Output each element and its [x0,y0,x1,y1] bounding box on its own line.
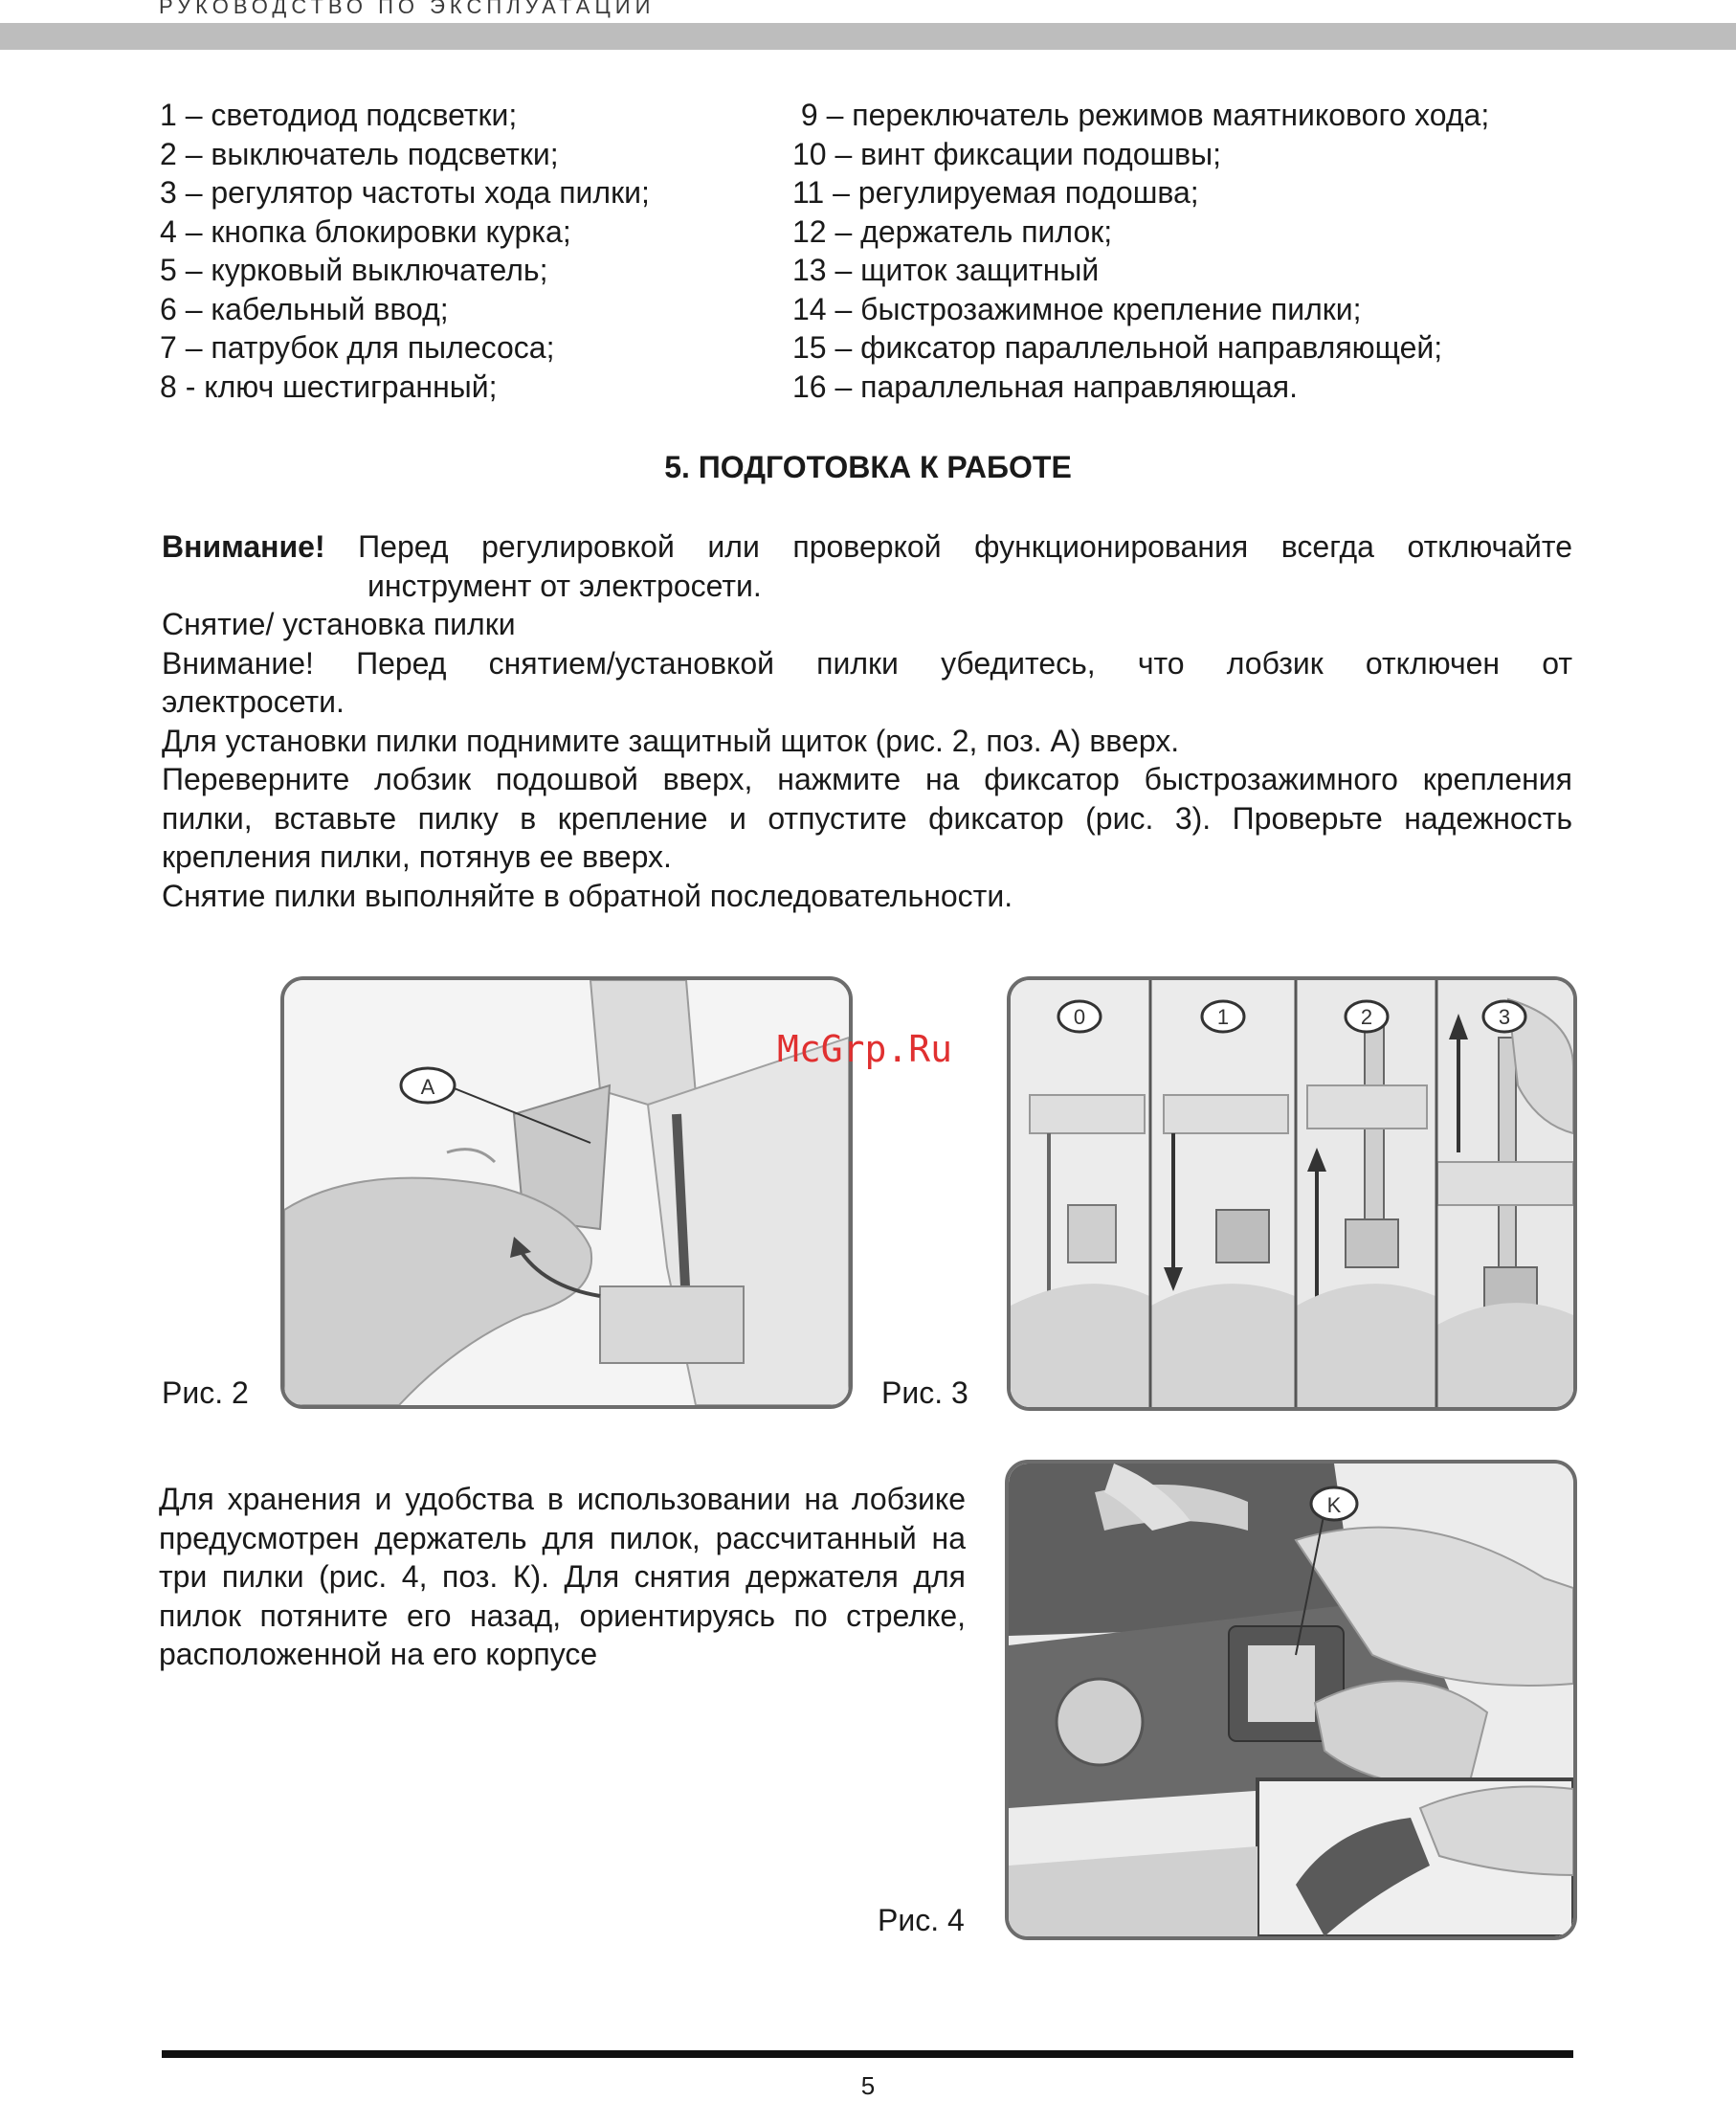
parts-legend-right [792,96,1489,406]
step-3: Снятие пилки выполняйте в обратной последовательности. [162,878,1013,913]
step-2-line2: пилки, вставьте пилку в крепление и отпустите фиксатор (рис. 3). Проверьте надежность [162,800,1572,836]
step-panel-1 [1151,980,1295,1407]
legend-item: 15 – фиксатор параллельной направляющей; [792,330,1443,365]
figure-4-label: K [1326,1493,1342,1517]
legend-item: 6 – кабельный ввод; [160,291,449,326]
legend-item: 1 – светодиод подсветки; [160,98,518,132]
legend-item: 13 – щиток защитный [792,253,1100,287]
legend-item: 5 – курковый выключатель; [160,253,548,287]
figure-4-inset [1257,1779,1573,1936]
step-panel-2 [1297,980,1436,1407]
blade-install-steps [1011,980,1573,1407]
header-bar [0,23,1736,50]
legend-item: 11 – регулируемая подошва; [792,175,1199,210]
figure-4-illustration [1005,1460,1577,1940]
footer-rule [162,2050,1573,2058]
section-body [162,527,1572,915]
warning2-line2: электросети. [162,684,345,719]
step-badge-2: 2 [1360,1005,1373,1029]
step-1: Для установки пилки поднимите защитный щиток (рис. 2, поз. А) вверх. [162,723,1180,758]
figure-2-illustration [280,976,853,1409]
jigsaw-guard-illustration [284,980,849,1405]
blade-holder-illustration [1009,1464,1573,1936]
figure-3-illustration [1007,976,1577,1411]
legend-item: 4 – кнопка блокировки курка; [160,213,571,249]
figure-2-caption: Рис. 2 [162,1375,249,1410]
page-number: 5 [860,2071,876,2100]
legend-item: 7 – патрубок для пылесоса; [160,330,555,365]
parts-legend-left [160,96,650,406]
warning-text-line1: Перед регулировкой или проверкой функционирования всегда отключайте [358,529,1572,564]
document-header-title: РУКОВОДСТВО ПО ЭКСПЛУАТАЦИИ [159,0,656,18]
step-badge-1: 1 [1216,1005,1230,1029]
step-panel-0 [1011,980,1149,1407]
step-badge-0: 0 [1073,1005,1086,1029]
section-title: 5. ПОДГОТОВКА К РАБОТЕ [664,450,1072,484]
legend-item: 12 – держатель пилок; [792,213,1113,249]
legend-item: 3 – регулятор частоты хода пилки; [160,175,650,210]
warning-paragraph [162,527,1572,567]
step-badge-3: 3 [1498,1005,1511,1029]
figure-4-caption: Рис. 4 [878,1903,965,1937]
legend-item: 10 – винт фиксации подошвы; [792,136,1222,171]
warning-text-line2: инструмент от электросети. [367,568,762,603]
legend-item: 9 – переключатель режимов маятникового хода; [792,98,1490,132]
legend-item: 2 – выключатель подсветки; [160,136,559,171]
figure-3-caption: Рис. 3 [881,1375,968,1410]
step-2-line1: Переверните лобзик подошвой вверх, нажмите на фиксатор быстрозажимного крепления [162,762,1572,796]
step-panel-3 [1437,980,1573,1407]
legend-item: 16 – параллельная направляющая. [792,369,1298,404]
subheading: Снятие/ установка пилки [162,607,516,641]
figure-2-label: A [420,1075,435,1099]
legend-item: 14 – быстрозажимное крепление пилки; [792,291,1362,326]
step-2-line3: крепления пилки, потянув ее вверх. [162,839,672,874]
warning-label: Внимание! [162,529,325,564]
legend-item: 8 - ключ шестигранный; [160,369,498,404]
watermark: McGrp.Ru [777,1028,953,1070]
warning2-line1: Внимание! Перед снятием/установкой пилки убедитесь, что лобзик отключен от [162,645,1572,681]
blade-holder-paragraph: Для хранения и удобства в использовании на лобзике предусмотрен держатель для пилок, рассчитанный на три пилки (рис. 4, поз. К). Для снятия держателя для пилок потяните его назад, ориентируясь по стрелке, расположенной на его корпусе [159,1482,966,1671]
